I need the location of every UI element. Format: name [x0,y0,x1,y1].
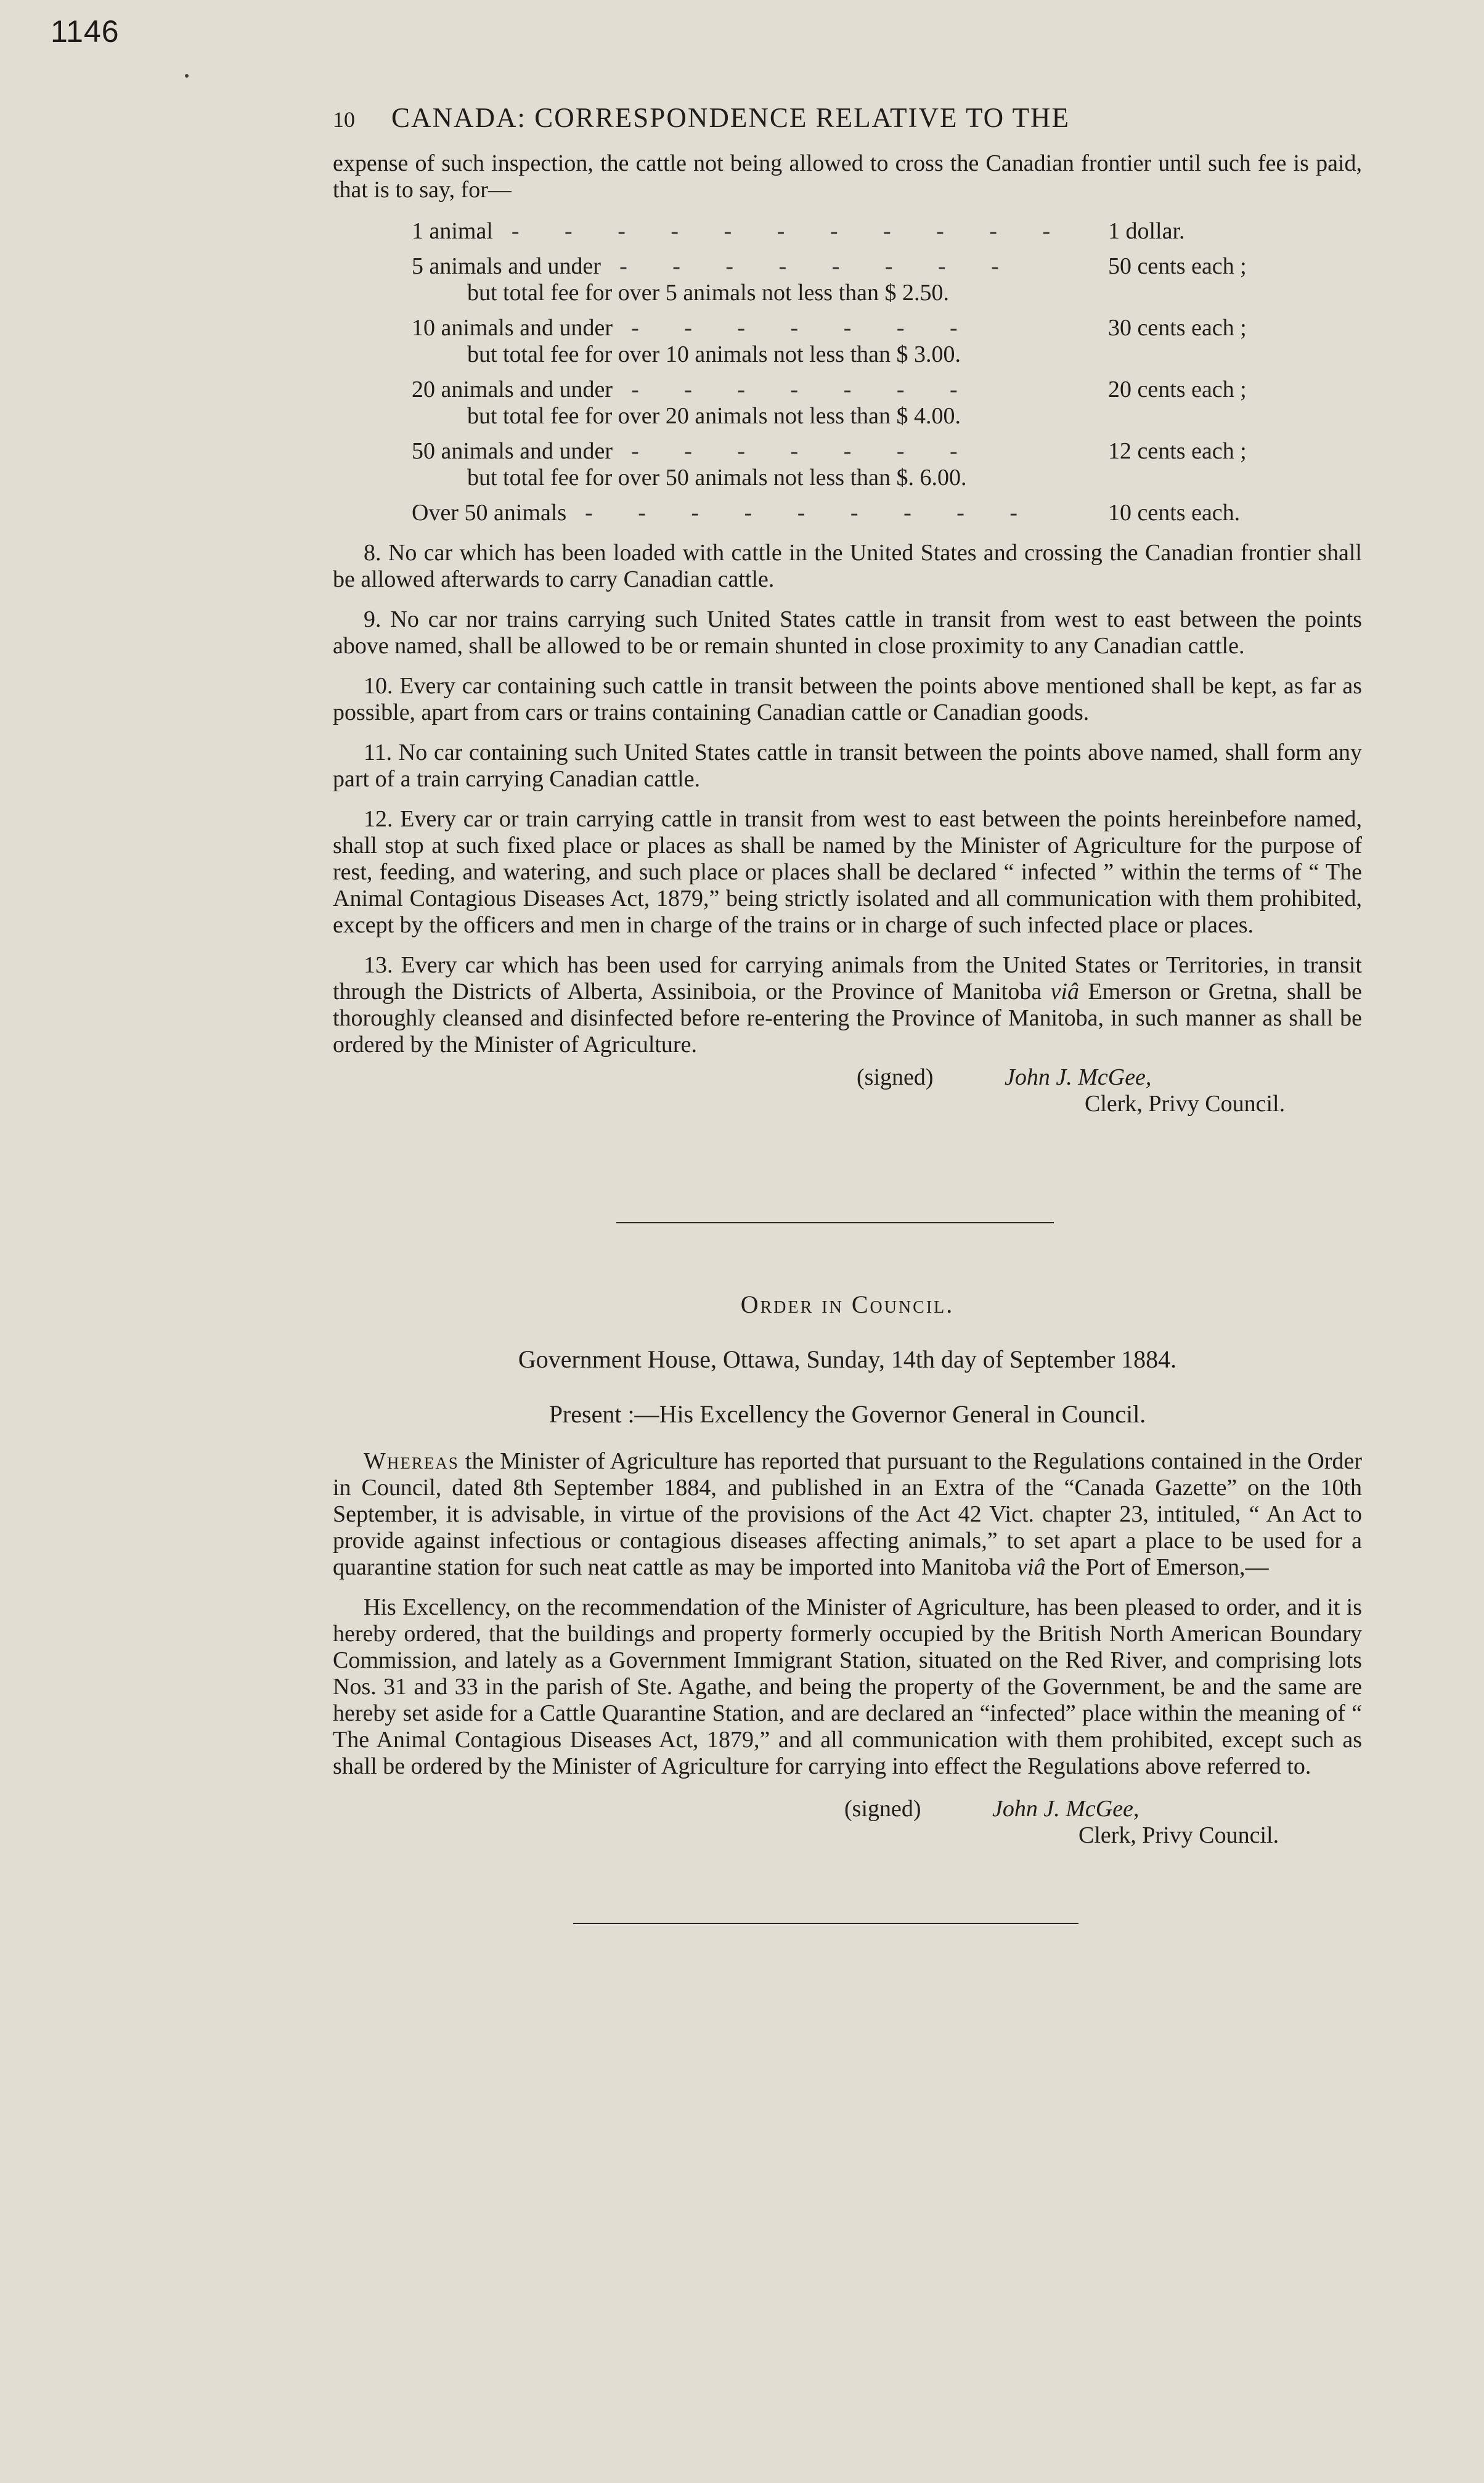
regulation-13-via: viâ [1050,979,1080,1005]
fee-label: 5 animals and under [412,253,601,279]
whereas-text-end: the Port of Emerson,— [1045,1554,1269,1580]
regulation-13-text-end: Emerson or Gretna, shall be thoroughly cleansed and disinfected before re-entering the Province of Manitoba, in such manner as shall be ordered by the Minister of Agriculture. [333,979,1362,1058]
leader-dashes: - - - - - - - [631,377,977,402]
signature-block-2 [333,1796,1362,1822]
whereas-via: viâ [1017,1554,1046,1580]
regulation-11: 11. No car containing such United States cattle in transit between the points above named, shall form any part of a train carrying Canadian cattle. [333,740,1362,792]
signatory-title: Clerk, Privy Council. [1085,1091,1286,1117]
intro-paragraph: expense of such inspection, the cattle not being allowed to cross the Canadian frontier until such fee is paid, that is to say, for— [333,150,1362,203]
signatory-title: Clerk, Privy Council. [1078,1822,1279,1848]
fee-label: 50 animals and under [412,438,613,464]
fee-row [412,438,1287,491]
leader-dashes: - - - - - - - - [619,253,1019,279]
fee-row [412,253,1287,306]
signature-block [333,1064,1362,1091]
signatory-name: John J. McGee, [1005,1064,1152,1090]
regulation-13-text: 13. Every car which has been used for carrying animals from the United States or Territories, in transit through the Districts of Alberta, Assiniboia, or the Province of Manitoba [333,952,1362,1005]
running-title: CANADA: CORRESPONDENCE RELATIVE TO THE [391,102,1070,133]
whereas-word: Whereas [364,1448,459,1474]
fee-note: but total fee for over 50 animals not less than $. 6.00. [467,465,967,491]
leader-dashes: - - - - - - - [631,315,977,341]
section-divider [616,1222,1054,1223]
document-page [333,102,1362,1924]
signed-label: (signed) [857,1064,934,1090]
scan-speck [185,74,189,78]
scan-page-stamp: 1146 [51,14,120,49]
fee-note: but total fee for over 10 animals not less than $ 3.00. [467,341,961,367]
fee-label: Over 50 animals [412,500,567,526]
fee-note: but total fee for over 20 animals not less than $ 4.00. [467,403,961,429]
order-place-date: Government House, Ottawa, Sunday, 14th day of September 1884. [518,1345,1177,1373]
fee-label: 10 animals and under [412,315,613,341]
fee-note: but total fee for over 5 animals not less than $ 2.50. [467,280,949,306]
fee-row [412,315,1287,368]
regulation-12: 12. Every car or train carrying cattle in transit from west to east between the points hereinbefore named, shall stop at such fixed place or places as shall be named by the Minister of Agriculture for the purpose of rest, feeding, and watering, and such place or places shall be declared “ infected ” within the terms of “ The Animal Contagious Diseases Act, 1879,” being strictly isolated and all communication with them prohibited, except by the officers and men in charge of the trains or in charge of such infected place or places. [333,806,1362,938]
order-paragraph: His Excellency, on the recommendation of the Minister of Agriculture, has been pleased to order, and it is hereby ordered, that the buildings and property formerly occupied by the British North American Boundary Commission, and lately as a Government Immigrant Station, situated on the Red River, and comprising lots Nos. 31 and 33 in the parish of Ste. Agathe, and being the property of the Government, be and the same are hereby set aside for a Cattle Quarantine Station, and are declared an “infected” place within the meaning of “ The Animal Contagious Diseases Act, 1879,” and all communication with them prohibited, except such as shall be ordered by the Minister of Agriculture for carrying into effect the Regulations above referred to. [333,1594,1362,1779]
fee-row [412,500,1287,526]
closing-divider [573,1923,1078,1924]
fee-value: 30 cents each ; [1108,315,1247,341]
page-header [333,102,1362,133]
regulation-8: 8. No car which has been loaded with cattle in the United States and crossing the Canadian frontier shall be allowed afterwards to carry Canadian cattle. [333,540,1362,592]
fee-row [412,218,1287,245]
leader-dashes: - - - - - - - - - [585,500,1038,526]
signed-label: (signed) [844,1796,921,1822]
fee-value: 12 cents each ; [1108,438,1247,464]
fee-value: 10 cents each. [1108,500,1241,526]
whereas-text: the Minister of Agriculture has reported that pursuant to the Regulations contained in the Order in Council, dated 8th September 1884, and published in an Extra of the “Canada Gazette” on the 10th September, it is advisable, in virtue of the provisions of the Act 42 Vict. chapter 23, intituled, “ An Act to provide against infectious or contagious diseases affecting animals,” to set apart a place to be used for a quarantine station for such neat cattle as may be imported into Manitoba [333,1448,1362,1580]
page-number: 10 [333,107,355,132]
fee-label: 1 animal [412,218,493,244]
fee-schedule [412,218,1287,526]
regulation-9: 9. No car nor trains carrying such United States cattle in transit from west to east between the points above named, shall be allowed to be or remain shunted in close proximity to any Canadian cattle. [333,606,1362,659]
fee-label: 20 animals and under [412,377,613,402]
leader-dashes: - - - - - - - - - - - [511,218,1070,244]
fee-value: 50 cents each ; [1108,253,1247,279]
leader-dashes: - - - - - - - [631,438,977,464]
fee-value: 1 dollar. [1108,218,1185,244]
fee-row [412,377,1287,430]
order-present-line: Present :—His Excellency the Governor General in Council. [548,1400,1146,1428]
whereas-paragraph [333,1448,1362,1581]
regulation-10: 10. Every car containing such cattle in transit between the points above mentioned shall be kept, as far as possible, apart from cars or trains containing Canadian cattle or Canadian goods. [333,673,1362,725]
regulation-13 [333,952,1362,1058]
fee-value: 20 cents each ; [1108,377,1247,402]
signatory-name: John J. McGee, [992,1796,1140,1822]
order-heading: Order in Council. [740,1290,955,1318]
